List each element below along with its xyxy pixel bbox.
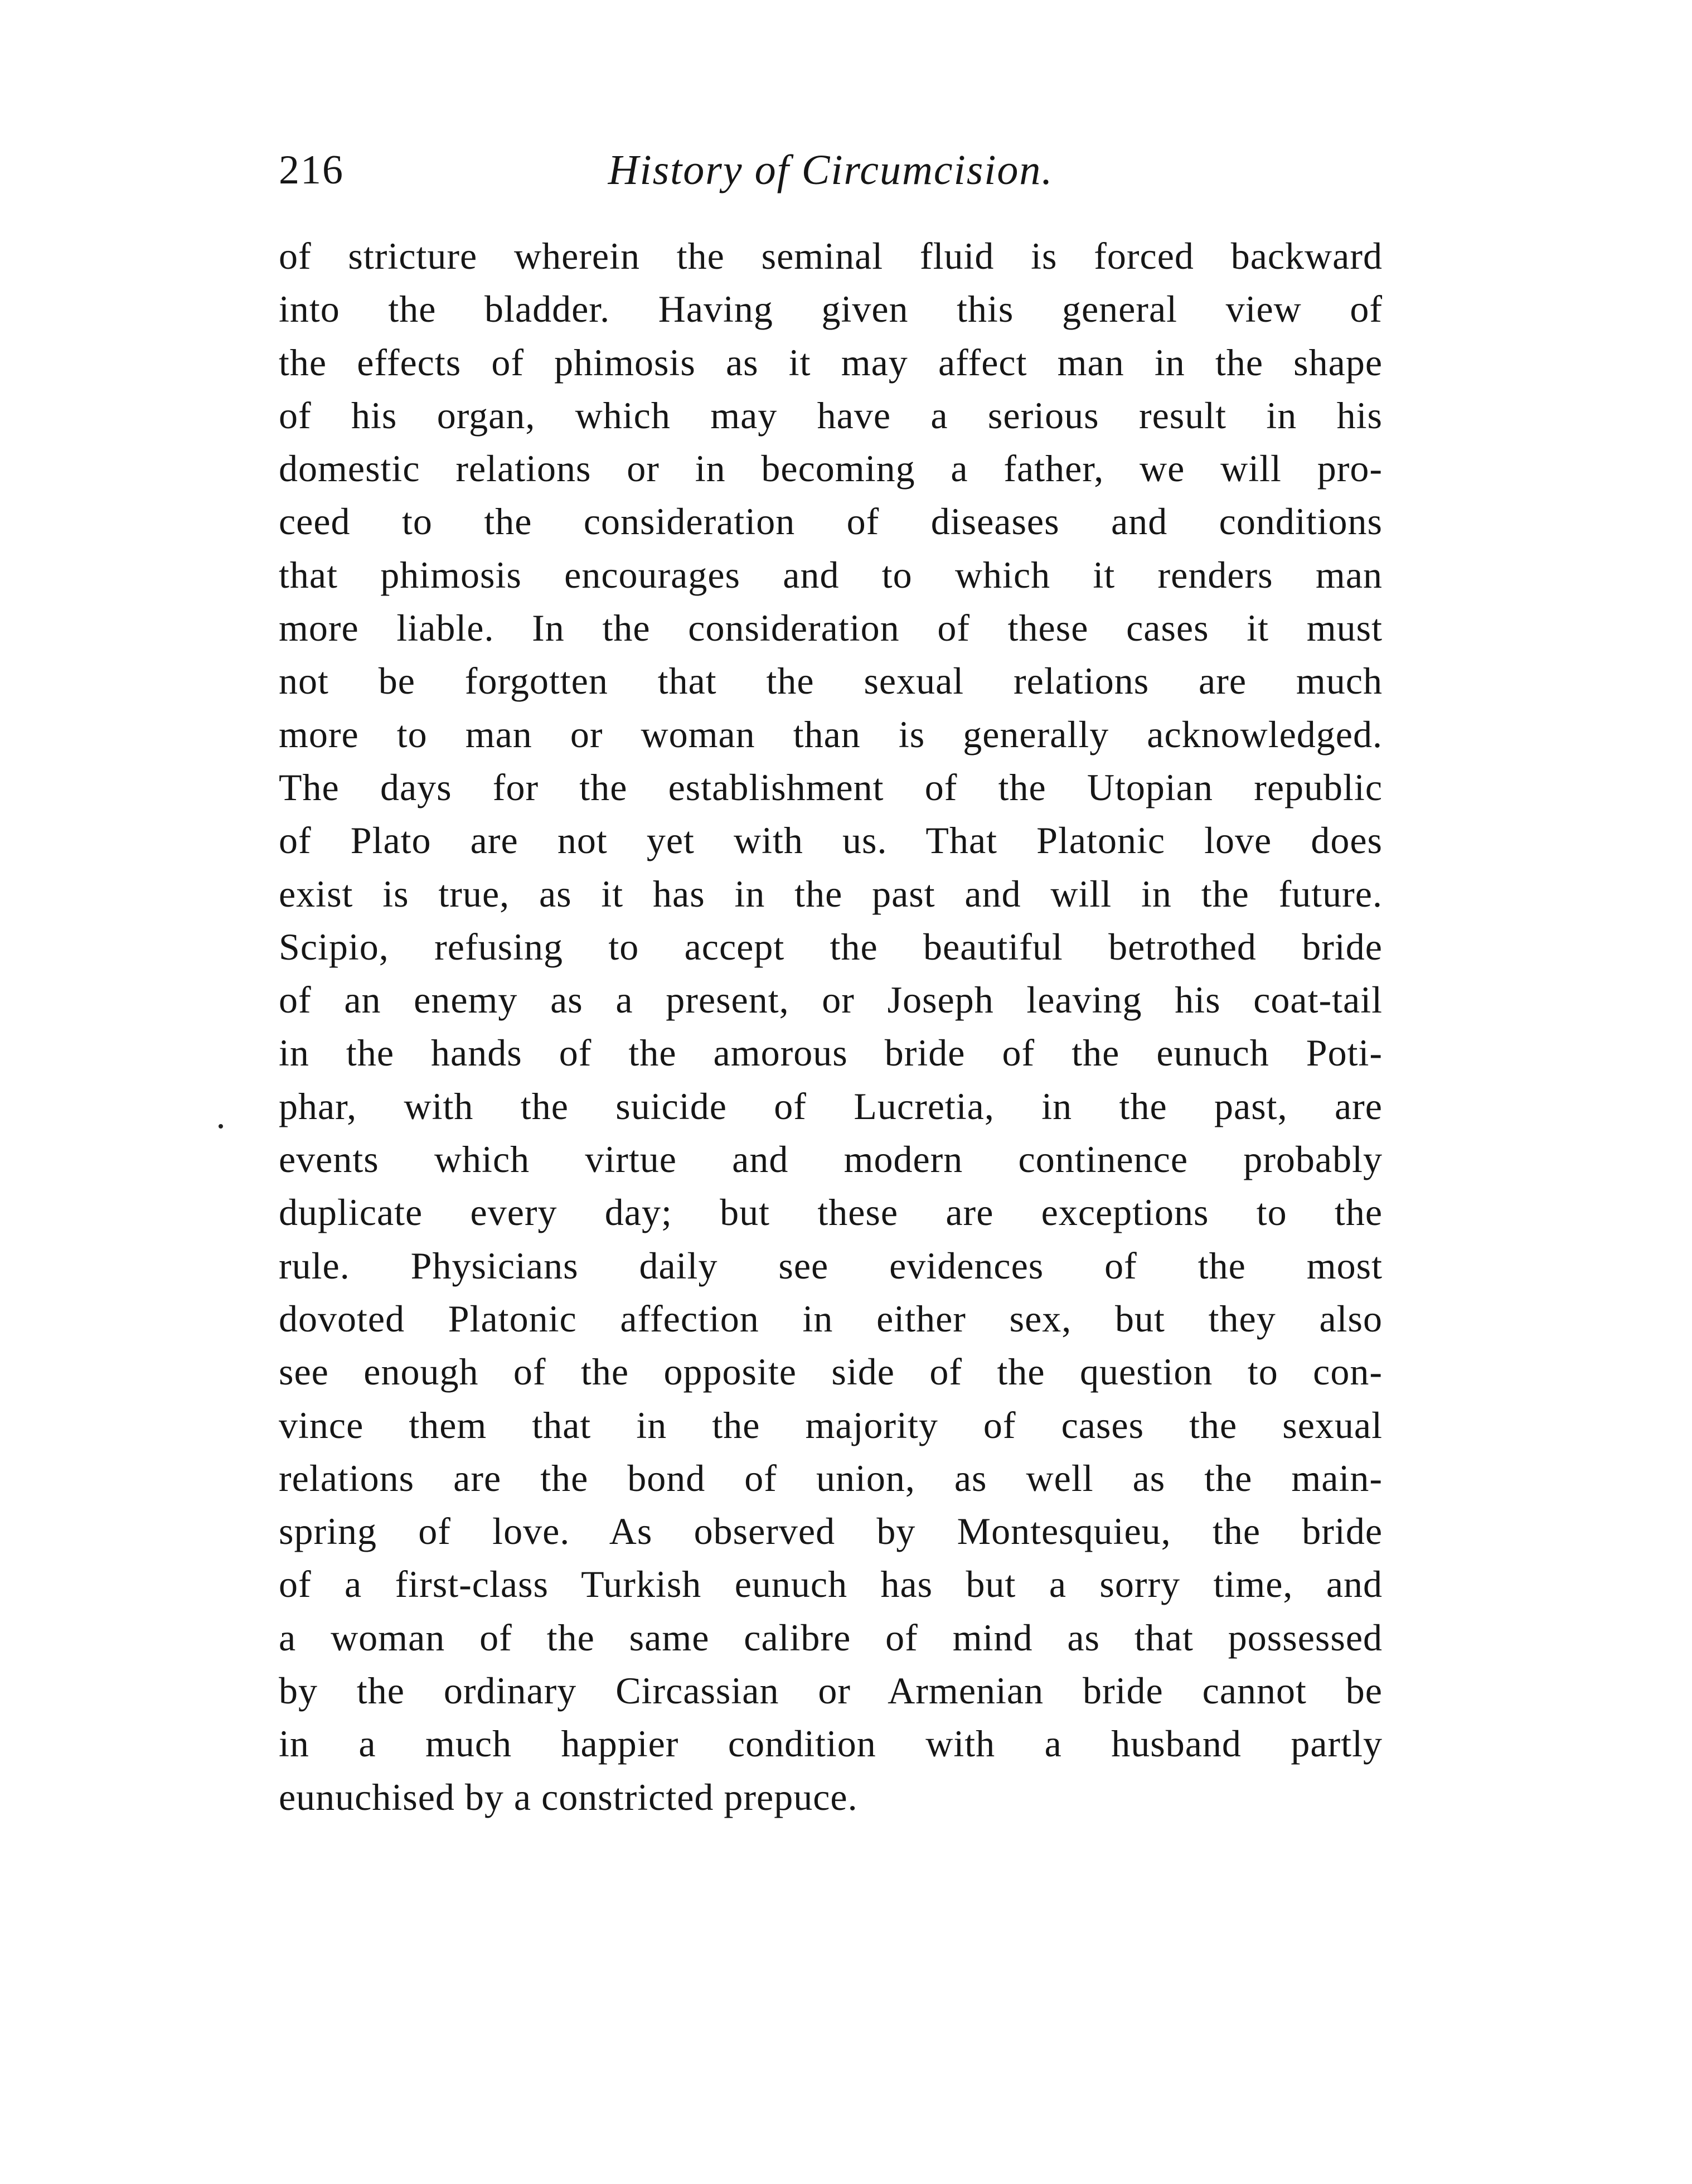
- text-line: in a much happier condition with a husband partly: [279, 1722, 1383, 1765]
- text-line: dovoted Platonic affection in either sex, but they also: [279, 1297, 1383, 1340]
- body-paragraph: [279, 230, 1383, 1824]
- text-line: of stricture wherein the seminal fluid is forced backward: [279, 235, 1383, 277]
- text-line: The days for the establishment of the Utopian republic: [279, 766, 1383, 808]
- text-line: exist is true, as it has in the past and will in the future.: [279, 872, 1383, 915]
- running-title: History of Circumcision.: [608, 147, 1054, 193]
- text-line: events which virtue and modern continence probably: [279, 1138, 1383, 1181]
- text-line: the effects of phimosis as it may affect man in the shape: [279, 341, 1383, 384]
- text-line: rule. Physicians daily see evidences of the most: [279, 1244, 1383, 1287]
- text-line: Scipio, refusing to accept the beautiful betrothed bride: [279, 925, 1383, 968]
- text-line: a woman of the same calibre of mind as that possessed: [279, 1616, 1383, 1659]
- text-line: by the ordinary Circassian or Armenian bride cannot be: [279, 1669, 1383, 1712]
- text-line: see enough of the opposite side of the question to con-: [279, 1350, 1383, 1393]
- text-line: duplicate every day; but these are exceptions to the: [279, 1191, 1383, 1234]
- text-line: of an enemy as a present, or Joseph leaving his coat-tail: [279, 979, 1383, 1021]
- text-line: spring of love. As observed by Montesquieu, the bride: [279, 1510, 1383, 1553]
- text-line: more to man or woman than is generally acknowledged.: [279, 713, 1383, 756]
- text-line: that phimosis encourages and to which it renders man: [279, 553, 1383, 596]
- text-line: not be forgotten that the sexual relations are much: [279, 660, 1383, 703]
- text-line: in the hands of the amorous bride of the eunuch Poti-: [279, 1032, 1383, 1074]
- text-line: phar, with the suicide of Lucretia, in the past, are: [279, 1084, 1383, 1127]
- text-line: of Plato are not yet with us. That Platonic love does: [279, 819, 1383, 862]
- text-line: ceed to the consideration of diseases and conditions: [279, 500, 1383, 543]
- text-line: eunuchised by a constricted prepuce.: [279, 1775, 858, 1818]
- text-line: relations are the bond of union, as well as the main-: [279, 1456, 1383, 1499]
- text-line: of his organ, which may have a serious result in his: [279, 394, 1383, 437]
- text-line: vince them that in the majority of cases the sexual: [279, 1403, 1383, 1446]
- text-line: into the bladder. Having given this general view of: [279, 288, 1383, 331]
- text-line: domestic relations or in becoming a father, we will pro-: [279, 447, 1383, 490]
- text-line: more liable. In the consideration of these cases it must: [279, 607, 1383, 650]
- text-line: of a first-class Turkish eunuch has but a sorry time, and: [279, 1563, 1383, 1606]
- page-number: 216: [279, 147, 344, 193]
- margin-ink-mark: [219, 1124, 223, 1129]
- page-header: [279, 139, 1383, 201]
